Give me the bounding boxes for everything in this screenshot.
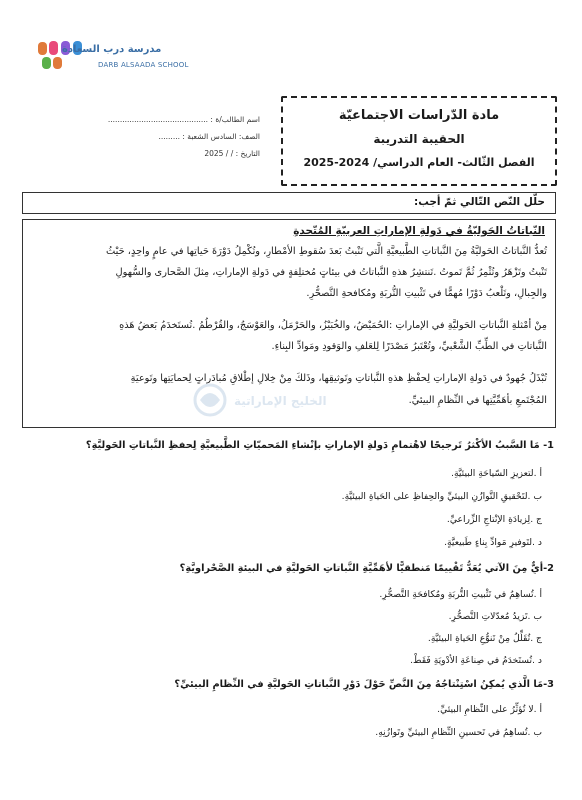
passage-line: النَّباتاتِ في الطِّبِّ الشَّعْبيِّ، وتُعْتَبرُ مَصْدَرًا لِلعَلفِ والوَقودِ ومَوادِّ البِناءِ. xyxy=(271,341,547,352)
logo-shape-orange-2 xyxy=(53,57,62,69)
instruction-box xyxy=(22,192,556,214)
watermark xyxy=(190,382,340,422)
passage-line: والجِبالِ، وتَلْعبُ دَوْرًا مُهمًّا في تَثْبيتِ التُّربَةِ ومُكافحةِ التَّصحُّرِ. xyxy=(306,288,547,299)
logo-shape-orange xyxy=(38,42,47,55)
question-1-option-a[interactable]: أ .لتعزيزِ السّياحَةِ البيئيَّةِ. xyxy=(451,468,542,479)
question-3: 3-مَا الَّذي يُمكِنُ اسْتِنْتاجُهُ مِنَ النَّصِّ حَوْلَ دَوْرِ النَّباتاتِ الحَوليَّةِ في النِّظامِ البيئيِّ؟ xyxy=(174,679,554,690)
passage-line: تُعدُّ النَّباتاتُ الحَوليَّةُ مِنَ النَّباتاتِ الطَّبيعيَّةِ الَّتي تَنْبتُ بَعدَ سُقوطِ الأمْطارِ، وتُكْمِلُ دَوْرَةَ حَياتِها في عامٍ واحِدٍ، حَيْثُ xyxy=(106,246,547,257)
logo-shape-pink xyxy=(49,41,58,55)
question-1: 1- مَا السَّببُ الأكْثرُ تَرجيحًا لاهْتمامِ دَولةِ الإماراتِ بإنْشاءِ المَحميّاتِ الطَّبيعيَّةِ لِحفظِ النَّباتاتِ الحَوليَّةِ؟ xyxy=(85,440,554,451)
header-box xyxy=(281,96,557,186)
passage-line: المُجْتَمعِ بأهَمِّيَّتِها في النِّظامِ البيئيِّ. xyxy=(408,395,547,406)
question-1-option-b[interactable]: ب .لتَحْقيقِ التَّوازُنِ البيئيِّ والحِفاظِ على الحَياةِ البيئيَّةِ. xyxy=(341,491,542,502)
question-2-option-b[interactable]: ب .تَزيدُ مُعدّلاتِ التَّصحُّرِ. xyxy=(448,611,542,622)
passage-line: تُبْذَلُ جُهودٌ في دَولةِ الإماراتِ لِحفْظِ هذهِ النَّباتاتِ وتَوثيقِها، وذَلكَ مِنْ خِلالِ إطْلاقِ مُبادَراتٍ لِحمايَتِها وتَوعيَةِ xyxy=(130,373,547,384)
student-name-field: اسم الطالب/ة : .......................................... xyxy=(107,115,260,124)
booklet-title: الحقيبة التدريبة xyxy=(373,132,465,146)
watermark-emblem-icon xyxy=(190,382,230,418)
watermark-text: الخليج الإماراتية xyxy=(234,394,327,408)
school-name-en: DARB ALSAADA SCHOOL xyxy=(98,61,189,69)
passage-line: تَنْبتُ وتَزْهَرُ وتُثْمِرُ ثُمَّ تَموتُ .تَنتشِرُ هذهِ النَّباتاتُ في بيئاتٍ مُختلِفةٍ في دَولةِ الإماراتِ، مِثلَ الصَّحارى والسُّهولِ xyxy=(115,267,547,278)
date-field: التاريخ : / / 2025 xyxy=(204,149,260,158)
question-1-option-d[interactable]: د .لتَوفيرِ مَوادِّ بِناءٍ طَبيعيَّةٍ. xyxy=(444,537,542,548)
passage-line: مِنْ أمْثلةِ النَّباتاتِ الحَوليَّةِ في الإماراتِ :الحُمَيْضُ، والخُبَيْزُ، والحَرْمَلُ، والعَوْسَجُ، والقُرْطُمُ .تُستَخدَمُ بَعضُ هَذهِ xyxy=(119,320,547,331)
school-name-ar: مدرسة درب السعادة xyxy=(62,44,162,55)
term-title: الفصل الثّالث- العام الدراسي/ 2024-2025 xyxy=(303,156,535,169)
question-2-option-a[interactable]: أ .تُساهِمُ في تَثْبيتِ التُّربَةِ ومُكافحَةِ التَّصحُّرِ. xyxy=(379,589,542,600)
subject-title: مادة الدّراسات الاجتماعيّة xyxy=(338,108,500,123)
question-1-option-c[interactable]: ج .لِزيادَةِ الإنْتاجِ الزِّراعيِّ. xyxy=(446,514,542,525)
passage-title: النّباتاتُ الحَوليّةُ في دَولةِ الإماراتِ العربيّةِ المُتّحدةِ xyxy=(293,225,545,237)
question-3-option-a[interactable]: أ .لا تُؤثِّرُ على النِّظامِ البيئيِّ. xyxy=(437,704,542,715)
question-3-option-b[interactable]: ب .تُساهِمُ في تَحسينِ النِّظامِ البيئيِّ وتَوازُنِهِ. xyxy=(375,727,542,738)
question-2: 2-أيٌّ مِنَ الآتي يُعَدُّ تَقْييمًا مَنطقيًّا لأهَمِّيَّةِ النَّباتاتِ الحَوليَّةِ في البيئةِ الصَّحْراويَّةِ؟ xyxy=(179,563,554,574)
question-2-option-c[interactable]: ج .تُقَلِّلُ مِنْ تَنوُّعِ الحَياةِ البيئيَّةِ. xyxy=(427,633,542,644)
instruction-text: حلّل النّص التّالي ثمّ أجب: xyxy=(414,196,545,208)
student-class-field: الصف: السادس الشعبة : ......... xyxy=(158,132,260,141)
question-2-option-d[interactable]: د .تُستَخدَمُ في صِناعَةِ الأدْويَةِ فَقَطْ. xyxy=(410,655,542,666)
logo-shape-green xyxy=(42,57,51,69)
